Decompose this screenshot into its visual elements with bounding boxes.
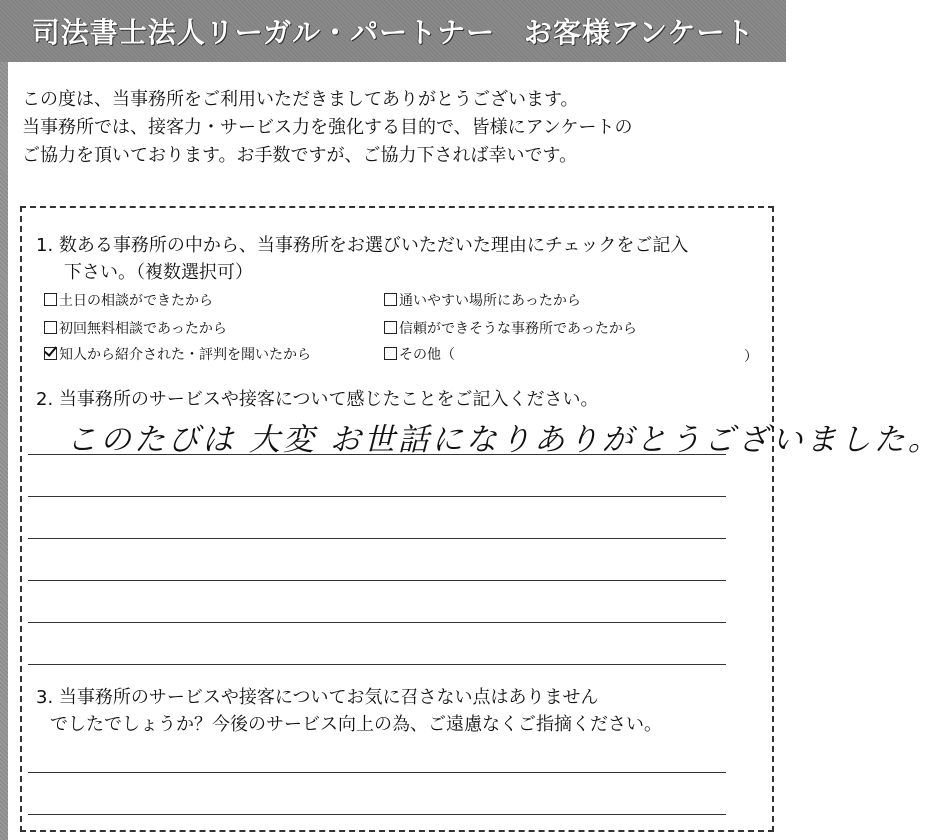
intro-line: この度は、当事務所をご利用いただきましてありがとうございます。 [22,89,579,110]
option-label: 信頼ができそうな事務所であったから [399,321,637,337]
other-close-paren: ） [744,349,758,365]
question-3-title [36,684,662,738]
intro-text [22,86,762,170]
question-3-line: でしたでしょうか？今後のサービス向上の為、ご遠慮なくご指摘ください。 [50,714,662,735]
answer-line [28,814,726,815]
answer-line [28,454,726,455]
answer-line [28,538,726,539]
checkbox[interactable] [384,293,397,306]
answer-line [28,664,726,665]
option-label: 知人から紹介された・評判を聞いたから [59,347,311,363]
answer-line [28,580,726,581]
left-border-strip [0,62,8,840]
question-3-line: 3. 当事務所のサービスや接客についてお気に召さない点はありません [36,687,599,708]
option-referral-reputation[interactable] [44,346,311,364]
checkbox[interactable] [44,321,57,334]
checkbox-checked[interactable] [44,347,57,360]
handwritten-answer: このたびは 大変 お世話になりありがとうございました。 [66,422,942,458]
intro-line: 当事務所では、接客力・サービス力を強化する目的で、皆様にアンケートの [22,117,633,138]
question-2-line: 2. 当事務所のサービスや接客について感じたことをご記入ください。 [36,389,599,410]
checkbox[interactable] [44,293,57,306]
option-free-first-consult[interactable] [44,320,227,338]
option-label: 初回無料相談であったから [59,321,227,337]
option-label: その他（ [399,347,455,363]
option-convenient-location[interactable] [384,292,581,310]
checkbox[interactable] [384,347,397,360]
checkbox[interactable] [384,321,397,334]
question-1-line: 下さい。（複数選択可） [64,262,253,283]
question-2-title [36,386,599,413]
intro-line: ご協力を頂いております。お手数ですが、ご協力下されば幸いです。 [22,145,578,166]
header-banner [0,0,786,62]
option-trustworthy-office[interactable] [384,320,637,338]
question-1-title [36,232,688,286]
option-label: 土日の相談ができたから [59,293,213,309]
answer-line [28,622,726,623]
option-label: 通いやすい場所にあったから [399,293,581,309]
option-other[interactable] [384,346,455,364]
question-1-line: 1. 数ある事務所の中から、当事務所をお選びいただいた理由にチェックをご記入 [36,235,689,256]
option-weekend-consult[interactable] [44,292,213,310]
answer-line [28,496,726,497]
page-title: 司法書士法人リーガル・パートナー お客様アンケート [31,16,755,49]
answer-line [28,772,726,773]
